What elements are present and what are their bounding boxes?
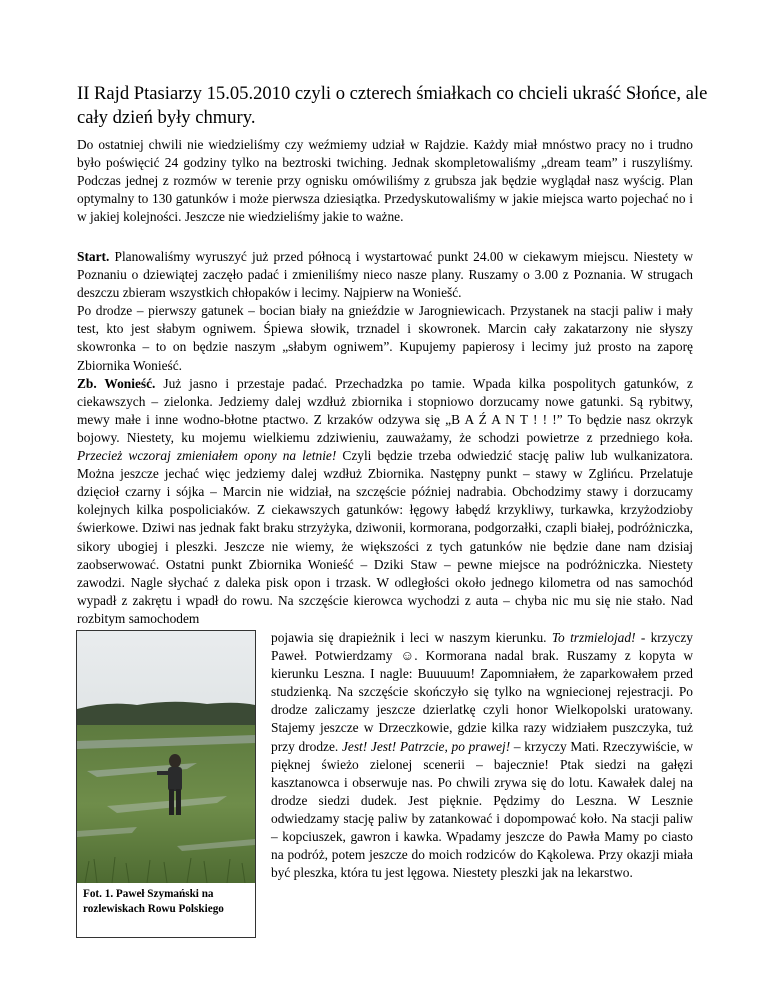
wrapped-text-column bbox=[271, 629, 693, 882]
report-body bbox=[77, 248, 693, 628]
start-heading: Start. bbox=[77, 249, 110, 264]
wrapped-paragraph bbox=[271, 629, 693, 882]
wrap-text-b: - krzyczy Paweł. Potwierdzamy ☺. Kormorana nadal brak. Ruszamy z kopyta w kierunku Leszna. I nagle: Buuuuum! Zapomniałem, że zaparkowałem przed studzienką. Na szczęście skończyło się tylko na wgniecionej rejestracji. Po drodze zaliczamy jeszcze dzierlatkę czyli honor Wielkopolski uratowany. Stajemy jeszcze w Drzeczkowie, gdzie kilka razy widziałem puszczyka, tuż przy drodze. bbox=[271, 630, 693, 754]
zb-text-a: Już jasno i przestaje padać. Przechadzka po tamie. Wpada kilka pospolitych gatunków, z ciekawszych – zielonka. Jedziemy dalej wzdłuż zbiornika i stopniowo dorzucamy nowe gatunki. Są rybitwy, mewy małe i inne wodno-błotne ptactwo. Z krzaków odzywa się „B A Ź A N T ! ! !” To będzie nasz okrzyk bojowy. Niestety, ku mojemu wielkiemu zdziwieniu, zauważamy, że schodzi powietrze z przedniego koła. bbox=[77, 375, 694, 445]
wrap-text-c: – krzyczy Mati. Rzeczywiście, w pięknej świeżo zielonej scenerii – bajecznie! Ptak siedzi na gałęzi kasztanowca i obserwuje nas. Po chwili zrywa się do lotu. Kawałek dalej na drodze siedzi dudek. Jest pięknie. Pędzimy do Leszna. W Lesznie odwiedzamy stację paliw by zatankować i dopompować koło. Na stacji paliw – kopciuszek, gawron i kawka. Wpadamy jeszcze do Pawła Mamy po ciasto na podróż, potem jeszcze do moich rodziców do Kąkolewa. Przy okazji miała być pleszka, która tu jest lęgowa. Niestety pleszki jak na lekarstwo. bbox=[271, 738, 693, 881]
wrap-text-a: pojawia się drapieżnik i leci w naszym kierunku. bbox=[271, 630, 552, 645]
photo-image bbox=[77, 631, 255, 883]
zb-heading: Zb. Wonieść. bbox=[77, 375, 156, 391]
photo-figure bbox=[76, 630, 256, 938]
start-paragraph bbox=[77, 248, 693, 302]
wrap-italic-b: Jest! Jest! Patrzcie, po prawej! bbox=[341, 738, 511, 754]
zb-italic-a: Przecież wczoraj zmieniałem opony na letnie! bbox=[77, 448, 337, 464]
wrap-italic-a: To trzmielojad! bbox=[551, 630, 636, 645]
intro-text: Do ostatniej chwili nie wiedzieliśmy czy weźmiemy udział w Rajdzie. Każdy miał mnóstwo pracy no i trudno było poświęcić 24 godziny tylko na beztroski twiching. Jednak skompletowaliśmy „dream team” i ruszyliśmy. Podczas jednej z rozmów w terenie przy ognisku omówiliśmy z grubsza jak będzie wyglądał nasz wyścig. Plan optymalny to 130 gatunków i może pierwsza dziesiątka. Przedyskutowaliśmy w jakie miejsca warto pojechać no i w jakiej kolejności. Jeszcze nie wiedzieliśmy jakie to ważne. bbox=[77, 137, 693, 225]
zb-text-b: Czyli będzie trzeba odwiedzić stację paliw lub wulkanizatora. Można jeszcze jechać więc jedziemy dalej wzdłuż Zbiornika. Następny punkt – stawy w Zglińcu. Przelatuje dzięcioł czarny i sójka – Marcin nie widział, na szczęście później nadrabia. Obchodzimy stawy i dorzucamy kolejnych kilka pospoliciaków. Z ciekawszych gatunków: łęgowy łabędź krzykliwy, turkawka, krzyżodzioby świerkowe. Dziwi nas jednak fakt braku strzyżyka, dziwonii, kormorana, podgorzałki, czapli białej, podróżniczka, sikory ubogiej i pleszki. Jeszcze nie wiemy, że większości z tych gatunków nie będzie dane nam dzisiaj zaobserwować. Ostatni punkt Zbiornika Wonieść – Dziki Staw – pewne miejsce na podróżniczka. Niestety zawodzi. Nagle słychać z daleka pisk opon i trzask. W odległości około jednego kilometra od nas samochód wypadł z zakrętu i wpadł do rowu. Na szczęście kierowca wychodzi z auta – chyba nic mu się nie stało. Nad rozbitym samochodem bbox=[77, 448, 693, 626]
photo-caption: Fot. 1. Paweł Szymański na rozlewiskach Rowu Polskiego bbox=[83, 888, 224, 915]
road-paragraph: Po drodze – pierwszy gatunek – bocian biały na gnieździe w Jarogniewicach. Przystanek na stacji paliw i mały test, kto jest słabym ogniwem. Śpiewa słowik, trznadel i skowronek. Marcin cały zakatarzony nie słyszy skowronka – to on będzie naszym „słabym ogniwem”. Kupujemy papierosy i lecimy już prosto na zaporę Zbiornika Wonieść. bbox=[77, 303, 693, 373]
document-title: II Rajd Ptasiarzy 15.05.2010 czyli o czterech śmiałkach co chcieli ukraść Słońce, ale cały dzień były chmury. bbox=[77, 83, 708, 128]
start-text: Planowaliśmy wyruszyć już przed północą i wystartować punkt 24.00 w ciekawym miejscu. Niestety w Poznaniu o dziewiątej zaczęło padać i zmieniliśmy nieco nasze plany. Ruszamy o 3.00 z Poznania. W strugach deszczu zbieram wszystkich chłopaków i lecimy. Najpierw na Woniešć. bbox=[77, 249, 693, 301]
zb-paragraph bbox=[77, 375, 693, 628]
intro-paragraph bbox=[77, 136, 693, 226]
